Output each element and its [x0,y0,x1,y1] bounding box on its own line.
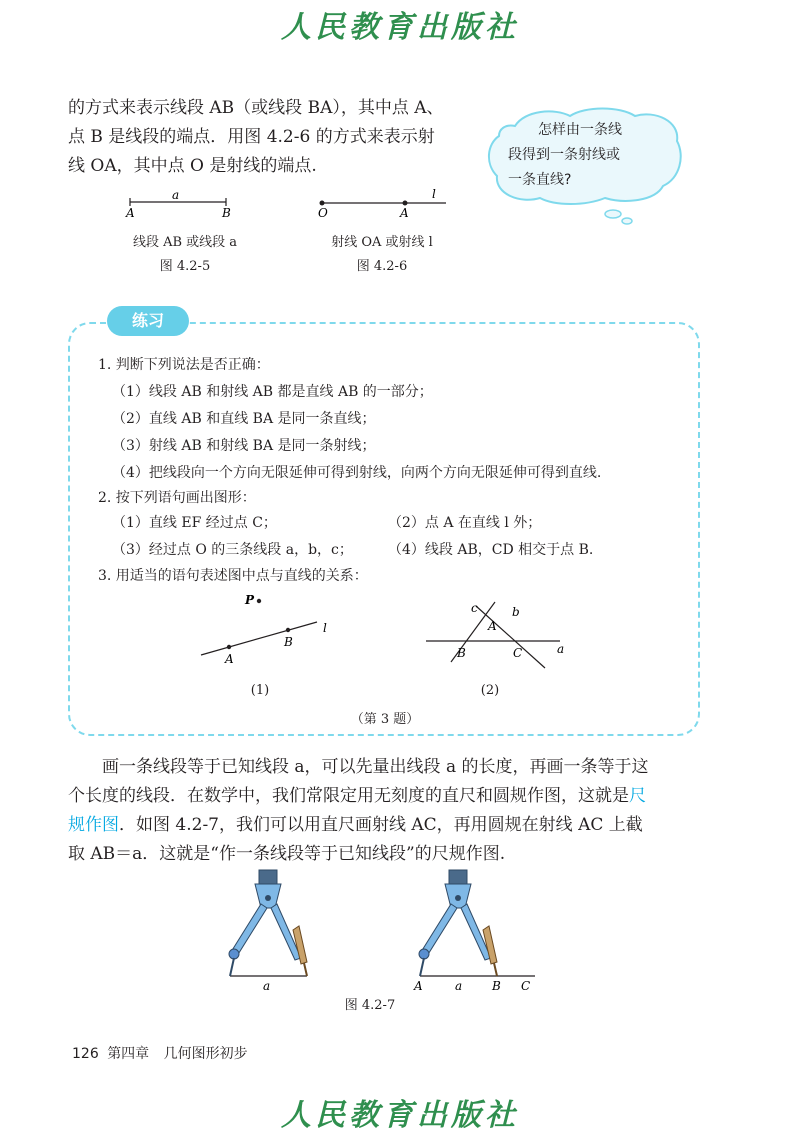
fig2-label-b: b [512,605,520,619]
body-line: ．如图 4.2-7，我们可以用直尺画射线 AC，再用圆规在射线 AC 上截 [119,815,643,835]
fig427-right-label-C: C [521,979,531,992]
exercise-figure-1 [195,588,345,668]
page-number: 126 [72,1046,99,1062]
publisher-logo: 人民教育出版社 [281,10,519,45]
term-highlight: 尺 [629,786,646,806]
exercise-figure-2 [420,594,580,674]
thought-text [508,118,678,193]
intro-paragraph [68,94,444,181]
fig2-label-A: A [488,619,497,633]
publisher-logo-bottom: 人民教育出版社 [281,1098,519,1133]
compass-head-icon [449,870,467,884]
exercise-q2-item: （1）直线 EF 经过点 C； [112,515,277,531]
fig1-label-A: A [225,652,234,666]
fig426-label-A: A [400,206,409,220]
fig1-label-l: l [323,621,327,635]
fig1-label-P: P [245,593,255,607]
exercise-title: 练习 [107,306,189,336]
fig427-right-label-B: B [492,979,501,992]
thought-line: 段得到一条射线或 [508,147,620,163]
fig426-caption: 射线 OA 或射线 l [331,235,433,250]
figure-4-2-6 [312,186,452,222]
fig425-caption: 线段 AB 或线段 a [132,235,238,250]
intro-line: 线 OA，其中点 O 是射线的端点. [68,156,317,176]
intro-line: 的方式来表示线段 AB（或线段 BA），其中点 A、 [68,98,444,118]
fig2-label-c: c [471,601,478,615]
compass-head-icon [259,870,277,884]
body-paragraph [68,753,648,869]
exercise-q1-item: （4）把线段向一个方向无限延伸可得到射线，向两个方向无限延伸可得到直线. [112,465,602,481]
body-line: 画一条线段等于已知线段 a，可以先量出线段 a 的长度，再画一条等于这 [102,757,649,777]
fig425-label-A: A [126,206,135,220]
fig2-label-a: a [557,642,565,656]
fig427-right-label-a: a [455,979,463,992]
chapter-label: 第四章 [107,1046,150,1062]
body-line: 个长度的线段．在数学中，我们常限定用无刻度的直尺和圆规作图，这就是 [68,786,629,806]
fig426-label-l: l [432,187,436,201]
compass-right-figure [405,866,540,992]
exercise-q1-item: （3）射线 AB 和射线 BA 是同一条射线； [112,438,376,454]
fig426-number: 图 4.2-6 [356,259,408,274]
fig2-caption: (2) [480,683,500,698]
fig2-label-C: C [513,646,523,660]
fig425-label-B: B [222,206,231,220]
exercise-q2: 2. 按下列语句画出图形： [98,490,256,506]
exercise-q1-item: （2）直线 AB 和直线 BA 是同一条直线； [112,411,376,427]
fig427-left-label-a: a [263,979,271,992]
fig426-label-O: O [318,206,328,220]
exercise-q2-item: （2）点 A 在直线 l 外； [388,515,542,531]
figure-4-2-5 [120,188,250,222]
body-line: 取 AB＝a．这就是“作一条线段等于已知线段”的尺规作图. [68,844,506,864]
fig425-number: 图 4.2-5 [159,259,211,274]
page-footer [72,1043,248,1063]
exercise-q3: 3. 用适当的语句表述图中点与直线的关系： [98,568,368,584]
chapter-title: 几何图形初步 [163,1046,248,1062]
exercise-q1: 1. 判断下列说法是否正确： [98,357,270,373]
term-highlight: 规作图 [68,815,119,835]
fig427-number: 图 4.2-7 [344,998,396,1013]
fig1-label-B: B [284,635,293,649]
compass-left-figure [215,866,320,992]
exercise-q2-item: （4）线段 AB，CD 相交于点 B. [388,542,594,558]
exercise-q2-item: （3）经过点 O 的三条线段 a，b，c； [112,542,353,558]
fig2-label-B: B [457,646,466,660]
fig1-caption: (1) [250,683,270,698]
intro-line: 点 B 是线段的端点．用图 4.2-6 的方式来表示射 [68,127,435,147]
thought-line: 怎样由一条线 [538,122,622,138]
fig425-label-a: a [172,188,180,202]
thought-line: 一条直线? [508,172,572,188]
fig427-right-label-A: A [414,979,423,992]
exercise-fig-caption: （第 3 题） [350,712,420,727]
exercise-q1-item: （1）线段 AB 和射线 AB 都是直线 AB 的一部分； [112,384,433,400]
